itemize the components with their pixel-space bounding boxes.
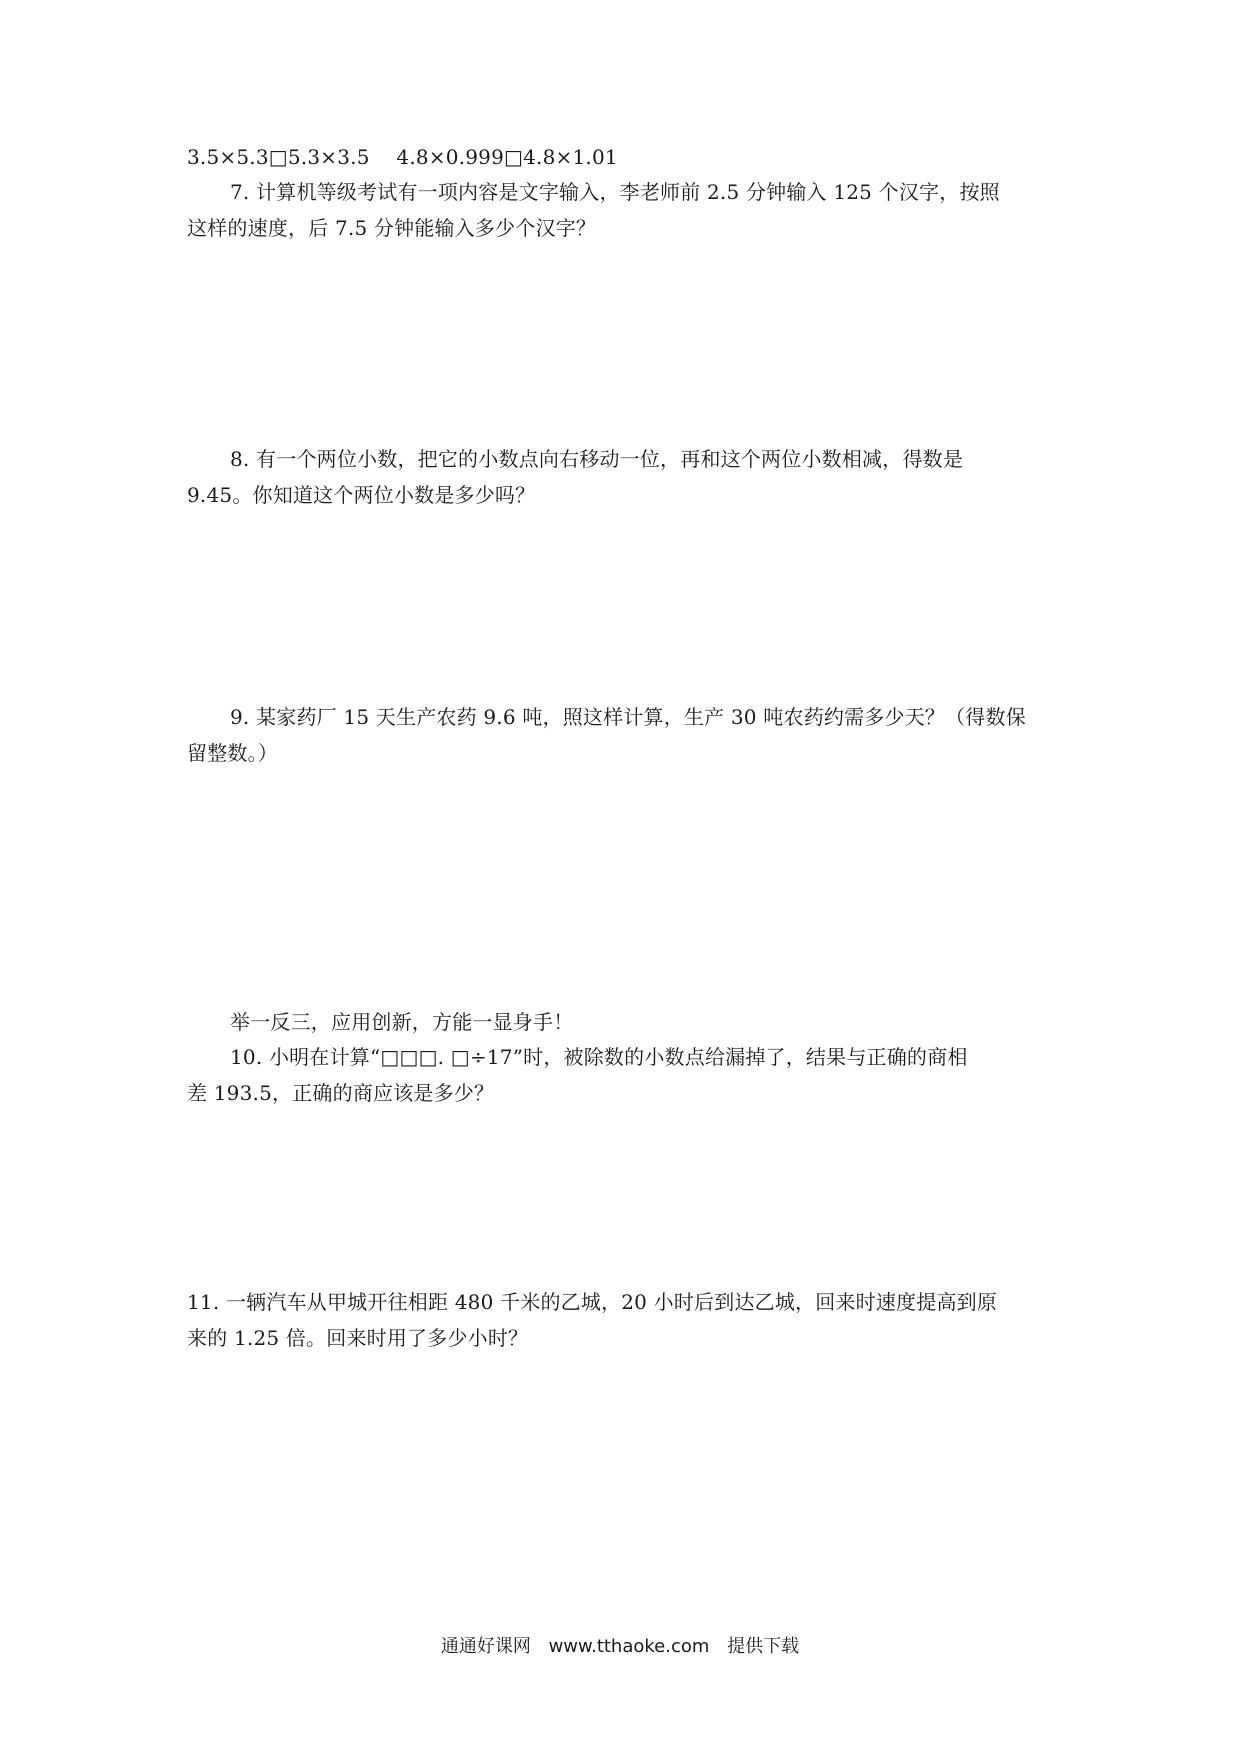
footer-url[interactable]: www.tthaoke.com — [548, 1636, 710, 1657]
question-8-line-2: 9.45。你知道这个两位小数是多少吗？ — [187, 483, 536, 507]
question-10-line-1: 10. 小明在计算“□□□. □÷17”时，被除数的小数点给漏掉了，结果与正确的商相 — [230, 1045, 968, 1069]
question-11-line-2: 来的 1.25 倍。回来时用了多少小时？ — [187, 1326, 529, 1350]
question-8-line-1: 8. 有一个两位小数，把它的小数点向右移动一位，再和这个两位小数相减，得数是 — [230, 447, 964, 471]
question-7-line-2: 这样的速度，后 7.5 分钟能输入多少个汉字？ — [187, 216, 597, 240]
question-9-line-1: 9. 某家药厂 15 天生产农药 9.6 吨，照这样计算，生产 30 吨农药约需多少天？（得数保 — [230, 705, 1026, 729]
comparison-exercise: 3.5×5.3□5.3×3.5 4.8×0.999□4.8×1.01 — [187, 145, 618, 169]
question-7-line-1: 7. 计算机等级考试有一项内容是文字输入，李老师前 2.5 分钟输入 125 个汉字，按照 — [230, 180, 1000, 204]
footer-suffix: 提供下载 — [727, 1636, 800, 1657]
question-9-line-2: 留整数。） — [187, 741, 278, 765]
section-heading: 举一反三，应用创新，方能一显身手！ — [230, 1010, 574, 1034]
question-11-line-1: 11. 一辆汽车从甲城开往相距 480 千米的乙城，20 小时后到达乙城，回来时速度提高到原 — [187, 1290, 998, 1314]
question-10-line-2: 差 193.5，正确的商应该是多少？ — [187, 1081, 495, 1105]
footer-site-name: 通通好课网 — [440, 1636, 531, 1657]
page-footer — [0, 1636, 1240, 1658]
